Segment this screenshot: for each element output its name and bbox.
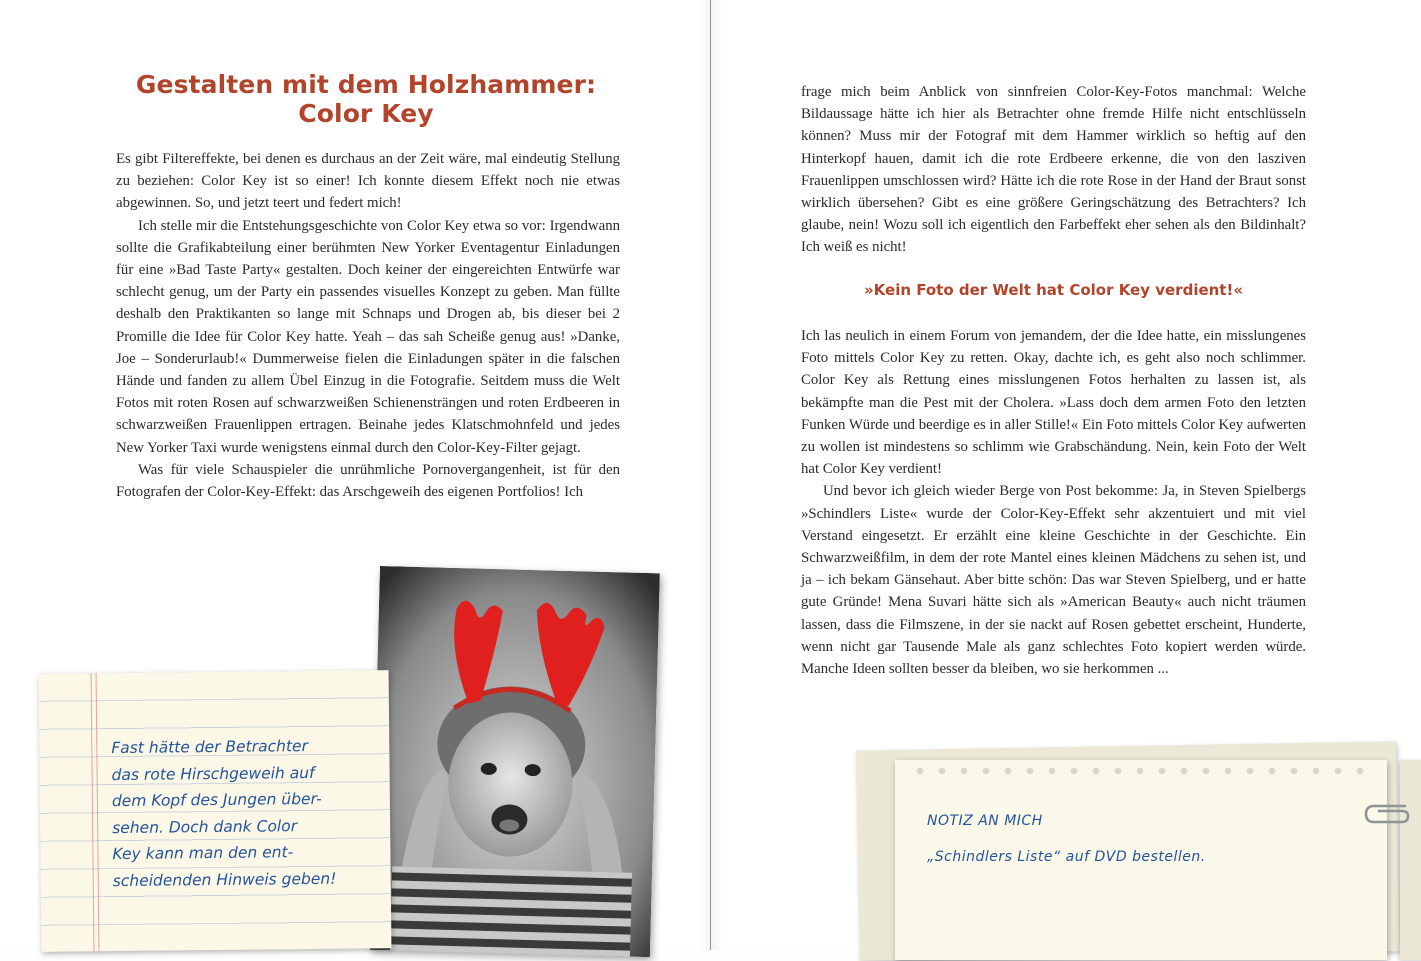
memo-text: „Schindlers Liste“ auf DVD bestellen.: [927, 849, 1206, 865]
left-body-text: [116, 148, 620, 503]
note-line: dem Kopf des Jungen über-: [111, 789, 322, 811]
paragraph: Es gibt Filtereffekte, bei denen es durchaus an der Zeit wäre, mal eindeutig Stellung zu beziehen: Color Key ist so einer! Ich konnte diesem Effekt noch nie etwas abgewinnen. So, und jetzt teert und federt mich!: [116, 151, 620, 212]
chapter-title: Gestalten mit dem Holzhammer: Color Key: [135, 70, 597, 128]
perforation-holes: [909, 764, 1373, 778]
paperclip-icon: [1362, 796, 1410, 832]
paragraph: Ich las neulich in einem Forum von jemandem, der die Idee hatte, ein misslungenes Foto mittels Color Key zu retten. Okay, dachte ich, es geht also noch schlimmer. Color Key als Rettung eines misslungenen Fotos herhalten zu lassen ist, als bekämpfte man die Pest mit der Cholera. »Lass doch dem armen Foto den letzten Funken Würde und beerdige es in aller Stille!« Ein Foto mittels Color Key aufwerten zu wollen ist mindestens so schlimm wie Grabschändung. Nein, kein Foto der Welt hat Color Key verdient!: [801, 328, 1306, 478]
note-line: das rote Hirschgeweih auf: [111, 763, 315, 784]
photo-illustration: [370, 566, 660, 957]
note-line: Fast hätte der Betrachter: [111, 737, 308, 758]
boy-with-red-antlers-photo: [370, 566, 660, 957]
right-body-text-top: [801, 81, 1306, 259]
pull-quote-heading: »Kein Foto der Welt hat Color Key verdient!«: [863, 281, 1244, 299]
note-line: Key kann man den ent-: [112, 843, 294, 864]
paragraph: Und bevor ich gleich wieder Berge von Post bekomme: Ja, in Steven Spielbergs »Schindlers Liste« wurde der Color-Key-Effekt sehr akzentuiert und mit viel Verstand eingesetzt. Er erzählt eine kleine Geschichte in der Geschichte. Ein Schwarzweißfilm, in dem der rote Mantel eines kleinen Mädchens zu sehen ist, und ja – ich bekam Gänsehaut. Aber bitte schön: Das war Steven Spielberg, und er hatte gute Gründe! Mena Suvari hätte sich als »American Beauty« auch nicht träumen lassen, dass die Filmszene, in der sie nackt auf Rosen gebettet erscheint, Hunderte, wenn nicht gar Tausende Male als ganz schlechtes Foto kopiert werden würde. Manche Ideen sollten besser da bleiben, wo sie herkommen ...: [801, 483, 1306, 678]
memo-title: NOTIZ AN MICH: [927, 813, 1043, 829]
margin-line: [91, 673, 95, 951]
book-gutter: [700, 0, 722, 950]
torn-paper-edge: [1400, 760, 1421, 960]
note-line: scheidenden Hinweis geben!: [112, 869, 337, 890]
memo-note: [895, 760, 1387, 960]
margin-line: [96, 673, 100, 951]
note-line: sehen. Doch dank Color: [112, 816, 298, 837]
paragraph: Ich stelle mir die Entstehungsgeschichte von Color Key etwa so vor: Irgendwann sollte die Grafikabteilung einer berühmten New Yorker Eventagentur Einladungen für eine »Bad Taste Party« gestalten. Doch keiner der eingereichten Entwürfe war schlecht genug, um der Party ein passendes visuelles Konzept zu geben. Man füllte deshalb den Praktikanten so lange mit Schnaps und Drogen ab, bis dieser bei 2 Promille die Idee für Color Key hatte. Yeah – das sah Scheiße genug aus! »Danke, Joe – Sonderurlaub!« Dummerweise fielen die Einladungen später in die falschen Hände und fanden zu allem Übel Einzug in die Fotografie. Seitdem muss die Welt Fotos mit roten Rosen auf schwarzweißen Schienensträngen und roten Erdbeeren in schwarzweißen Frauenlippen ertragen. Beinahe jedes Klatschmohnfeld und jedes New Yorker Taxi wurde wenigstens einmal durch den Color-Key-Filter gejagt.: [116, 217, 620, 456]
paragraph: Was für viele Schauspieler die unrühmliche Pornovergangenheit, ist für den Fotografen der Color-Key-Effekt: das Arschgeweih des eigenen Portfolios! Ich: [116, 461, 620, 501]
note-text: [111, 732, 373, 894]
paragraph: frage mich beim Anblick von sinnfreien Color-Key-Fotos manchmal: Welche Bildaussage hätte ich hier als Betrachter ohne fremde Hilfe nicht entschlüsseln können? Muss mir der Fotograf mit dem Hammer wirklich so heftig auf den Hinterkopf hauen, damit ich die rote Erdbeere erkenne, die von den lasziven Frauenlippen umschlossen wird? Hätte ich die rote Rose in der Hand der Braut sonst wirklich übersehen? Gibt es eine größere Geringschätzung des Betrachters? Ich glaube, nein! Wozu soll ich eigentlich den Farbeffekt eher sehen als den Bildinhalt? Ich weiß es nicht!: [801, 84, 1306, 256]
right-body-text-bottom: [801, 325, 1306, 680]
handwritten-note: [39, 670, 392, 952]
